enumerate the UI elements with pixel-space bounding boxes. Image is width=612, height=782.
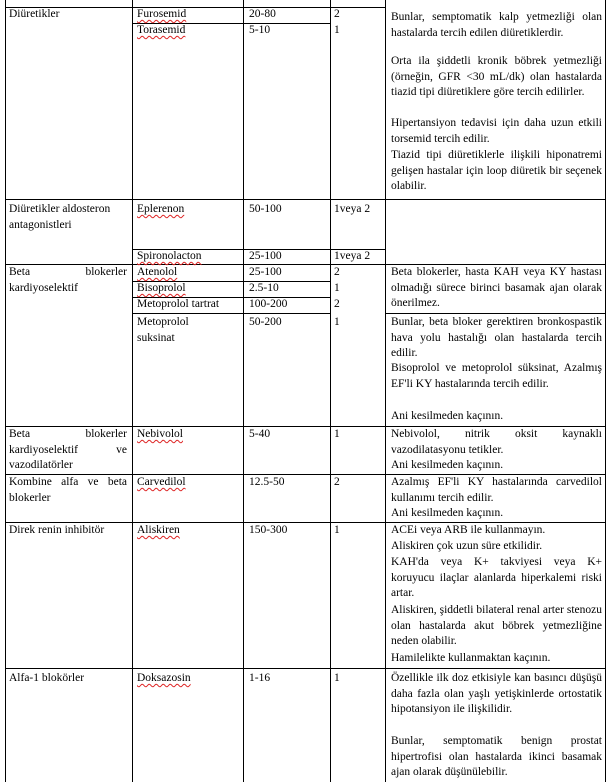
drug-class-cell: Beta blokerler kardiyoselektif ve vazodilatörler [9,428,127,472]
frequency-cell: 1 [334,316,340,328]
drug-class-cell: Alfa-1 blokörler [9,672,85,684]
drug-name-cell: Metoprolol suksinat [137,316,189,344]
dose-cell: 12.5-50 [249,476,285,488]
frequency-cell: 1 [334,282,340,294]
notes-paragraph: Ani kesilmeden kaçının. [391,459,504,471]
dose-cell: 1-16 [249,672,271,684]
drug-name-cell: Atenolol [137,266,178,278]
notes-paragraph: Azalmış EF'li KY hastalarında carvedilol kullanımı tercih edilir. [391,476,602,504]
frequency-cell: 1veya 2 [334,250,371,262]
drug-name-cell: Aliskiren [137,524,180,536]
cut-off-text [391,0,601,2]
dose-cell: 5-10 [249,24,271,36]
notes-paragraph: Beta blokerler, hasta KAH veya KY hastası olmadığı sürece birinci basamak ajan olarak önerilmez. [391,266,602,310]
notes-paragraph: Özellikle ilk doz etkisiyle kan basıncı düşüşü daha fazla olan yaşlı yetişkinlerde ortostatik hipotansiyon ile ilişkilidir. [391,672,602,716]
drug-name-cell: Eplerenon [137,203,185,215]
notes-paragraph: KAH'da veya K+ takviyesi veya K+ koruyucu ilaçlar alanlarda hiperkalemi riski artar. [391,556,602,600]
drug-name-cell: Spironolacton [137,250,202,262]
drug-class-cell: Kombine alfa ve beta blokerler [9,476,127,504]
frequency-cell: 1veya 2 [334,203,371,215]
notes-paragraph: Aliskiren çok uzun süre etkilidir. [391,540,543,552]
drug-class-cell: Beta blokerler kardiyoselektif [9,266,127,294]
notes-paragraph: Bunlar, semptomatik benign prostat hipertrofisi olan hastalarda ikinci basamak ajan olarak düşünülebilir. [391,735,602,779]
notes-paragraph: Bunlar, semptomatik kalp yetmezliği olan hastalarda tercih edilen diüretiklerdir. [391,11,602,39]
notes-paragraph: Tiazid tipi diüretiklerle ilişkili hiponatremi gelişen hastalar için loop diüretik bir seçenek olabilir. [391,149,602,193]
notes-paragraph: Aliskiren, şiddetli bilateral renal arter stenozu olan hastalarda akut böbrek yetmezliğine neden olabilir. [391,604,602,648]
notes-paragraph: Hipertansiyon tedavisi için daha uzun etkili torsemid tercih edilir. [391,117,602,145]
frequency-cell: 2 [334,8,340,20]
dose-cell: 20-80 [249,8,276,20]
notes-paragraph: Ani kesilmeden kaçının. [391,410,504,422]
frequency-cell: 2 [334,266,340,278]
dose-cell: 150-300 [249,524,288,536]
dose-cell: 25-100 [249,250,282,262]
drug-name-cell: Metoprolol tartrat [137,298,220,310]
drug-name-cell: Torasemid [137,24,186,36]
drug-name-cell: Carvedilol [137,476,186,488]
dose-cell: 100-200 [249,298,288,310]
frequency-cell: 1 [334,524,340,536]
dose-cell: 2.5-10 [249,282,279,294]
notes-paragraph: Nebivolol, nitrik oksit kaynaklı vazodilatasyonu tetikler. [391,428,602,456]
drug-class-cell: Diüretikler aldosteron antagonistleri [9,203,111,231]
dose-cell: 50-100 [249,203,282,215]
drug-class-cell: Diüretikler [9,8,60,20]
drug-name-cell: Furosemid [137,8,187,20]
drug-name-cell: Doksazosin [137,672,191,684]
notes-paragraph: Hamilelikte kullanmaktan kaçının. [391,652,551,664]
drug-name-cell: Bisoprolol [137,282,186,294]
notes-paragraph: Ani kesilmeden kaçının. [391,507,504,519]
dose-cell: 50-200 [249,316,282,328]
notes-paragraph: Bunlar, beta bloker gerektiren bronkospastik hava yolu hastalığı olan hastalarda tercih edilir. [391,316,602,360]
frequency-cell: 1 [334,24,340,36]
frequency-cell: 1 [334,672,340,684]
frequency-cell: 2 [334,476,340,488]
notes-paragraph: ACEi veya ARB ile kullanmayın. [391,524,546,536]
frequency-cell: 2 [334,298,340,310]
dose-cell: 5-40 [249,428,271,440]
drug-name-cell: Nebivolol [137,428,183,440]
notes-paragraph: Orta ila şiddetli kronik böbrek yetmezliği (örneğin, GFR <30 mL/dk) olan hastalarda tiazid tipi diüretiklere göre tercih edilirler. [391,55,602,99]
frequency-cell: 1 [334,428,340,440]
notes-paragraph: Bisoprolol ve metoprolol süksinat, Azalmış EF'li KY hastalarında tercih edilir. [391,362,602,390]
dose-cell: 25-100 [249,266,282,278]
drug-class-cell: Direk renin inhibitör [9,524,105,536]
